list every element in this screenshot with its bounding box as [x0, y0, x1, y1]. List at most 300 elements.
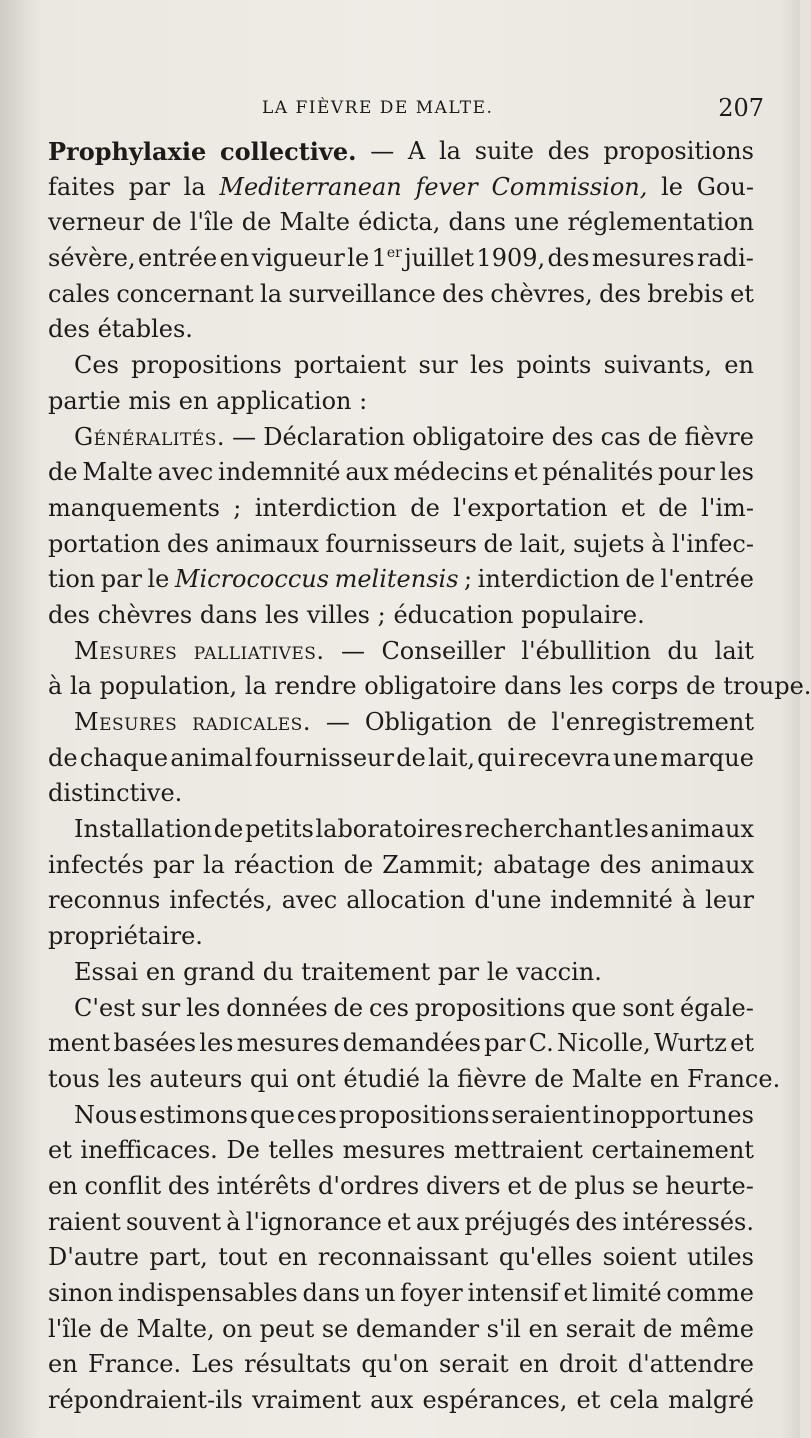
word: Les [191, 1350, 234, 1379]
word: des [167, 1171, 210, 1200]
word: allocation [346, 886, 466, 915]
word: Obligation [364, 708, 493, 736]
text-line [48, 1276, 754, 1312]
text-line [48, 312, 754, 348]
word: en [724, 351, 754, 380]
text-line [48, 669, 811, 705]
word: la [69, 672, 92, 701]
word: s'il [486, 1314, 521, 1343]
word: de [343, 850, 374, 879]
word: qu'elles [498, 1243, 593, 1272]
word: sont [622, 993, 675, 1022]
word: par [484, 1029, 526, 1058]
word: mis [128, 386, 172, 415]
word: le [661, 172, 683, 201]
text-line [48, 1026, 754, 1062]
word: Gou- [696, 172, 754, 201]
word: peut [259, 1314, 315, 1343]
text-line [48, 241, 754, 277]
text-line [48, 705, 754, 741]
text-body [48, 134, 811, 1419]
word: de [483, 529, 514, 558]
word: médecins [393, 458, 509, 487]
word: C. [528, 1029, 554, 1058]
word: limité [592, 1279, 662, 1307]
word: foyer [400, 1279, 463, 1307]
word: de [642, 1314, 673, 1343]
word: en [277, 1243, 308, 1272]
word: et [730, 279, 754, 308]
word: recevra [518, 743, 611, 772]
word: par [437, 957, 480, 986]
word: dans [504, 672, 562, 701]
word: par [100, 565, 142, 594]
word: De [226, 1136, 260, 1165]
word: par [128, 172, 170, 201]
word: infectés [48, 850, 144, 879]
word: collective. [219, 137, 357, 166]
word: certainement [591, 1136, 754, 1165]
word: Déclaration [263, 422, 406, 451]
word: sévère, [48, 244, 136, 273]
word: fièvre [457, 1064, 527, 1093]
word: suivants, [603, 351, 712, 380]
word: Commission, [491, 172, 648, 201]
word: les [186, 993, 221, 1022]
word: reconnus [48, 886, 161, 915]
word: Généralités. [74, 422, 225, 451]
word: cales [48, 279, 110, 308]
word: Installation [74, 815, 213, 844]
word: mesures [342, 1136, 446, 1165]
word: en [178, 386, 209, 415]
word: mesures [591, 244, 695, 273]
word: brebis [647, 279, 724, 308]
word: entrée [138, 244, 218, 273]
word: cas [600, 422, 641, 451]
word: égale- [680, 993, 754, 1022]
word: Nous [74, 1100, 138, 1129]
word: résultats [244, 1350, 352, 1379]
word: 1909, [476, 244, 546, 273]
word: et [730, 1029, 754, 1058]
word: droit [558, 1350, 618, 1379]
word: les [199, 1029, 234, 1058]
word: comme [666, 1279, 754, 1307]
word: l'île [48, 1314, 92, 1343]
word: propositions [414, 993, 566, 1022]
word: portaient [294, 351, 407, 380]
word: et [620, 493, 645, 522]
word: la [438, 137, 461, 165]
word: les [569, 672, 604, 701]
word: à [681, 886, 697, 915]
word: de [625, 565, 655, 594]
word: ; [464, 565, 473, 594]
word: l'infec- [671, 529, 754, 558]
word: obligatoire [412, 422, 545, 451]
word: Prophylaxie [48, 137, 207, 166]
word: d'attendre [627, 1350, 754, 1379]
word: mettraient [453, 1136, 583, 1165]
word: Essai [74, 957, 139, 986]
text-line [48, 277, 754, 313]
word: traitement [301, 957, 431, 986]
word: melitensis [334, 565, 459, 594]
word: vaccin. [516, 957, 602, 986]
word: les [107, 1064, 142, 1093]
word: des [599, 850, 642, 879]
word: populaire. [521, 600, 645, 629]
word: préjugés [464, 1207, 571, 1236]
word: réaction [233, 850, 335, 879]
word: l'ébullition [521, 636, 651, 665]
word: demander [355, 1314, 480, 1343]
word: qui [249, 1064, 289, 1093]
word: sur [418, 351, 458, 380]
word: sinon [48, 1279, 114, 1307]
word: en [48, 1350, 78, 1379]
text-line [48, 134, 754, 170]
word: et [386, 1207, 411, 1236]
word: et [563, 1279, 588, 1307]
word: les [614, 815, 649, 844]
text-line [48, 1098, 754, 1134]
word: propriétaire. [48, 922, 203, 951]
text-line [48, 455, 754, 491]
word: se [632, 1171, 659, 1200]
word: que [571, 993, 617, 1022]
para-estimons [48, 1098, 754, 1419]
word: pénalités [542, 458, 654, 487]
word: ment [48, 1029, 111, 1058]
word: que [249, 1100, 295, 1129]
word: en [649, 1064, 680, 1093]
word: faites [48, 172, 116, 201]
word: sur [141, 993, 181, 1022]
word: en [528, 1314, 559, 1343]
text-line [48, 848, 754, 884]
word: Conseiller [381, 636, 505, 665]
word: divers [426, 1171, 501, 1200]
word: données [226, 993, 328, 1022]
running-head: LA FIÈVRE DE MALTE. [262, 98, 494, 118]
word: manquements [48, 493, 220, 522]
page-number: 207 [718, 94, 764, 122]
text-line [48, 1133, 754, 1169]
word: lait, [428, 743, 476, 772]
word: vraiment [251, 1386, 362, 1415]
word: animaux [215, 529, 319, 558]
word: ces [368, 993, 409, 1022]
word: de [538, 1171, 568, 1200]
word: serait [565, 1314, 636, 1343]
word: le [147, 565, 170, 594]
word: distinctive. [48, 779, 183, 808]
word: corps [611, 672, 679, 701]
word: tion [48, 565, 96, 594]
word: et [507, 1171, 532, 1200]
word: portation [48, 529, 161, 558]
word: ; [377, 600, 386, 629]
word: des [599, 279, 641, 308]
word: qui [477, 743, 516, 772]
word: propositions [603, 137, 754, 165]
word: la [244, 672, 267, 701]
word: laboratoires [315, 815, 463, 844]
word: estimons [139, 1100, 248, 1129]
word: en [145, 957, 176, 986]
word: inefficaces. [80, 1136, 218, 1165]
word: l'enregistrement [551, 708, 754, 736]
word: de [410, 493, 440, 522]
word: indemnité [550, 886, 673, 915]
word: les [265, 600, 300, 629]
text-line [48, 1169, 754, 1205]
word: leur [705, 886, 754, 915]
word: des [48, 600, 90, 629]
word: animal [170, 743, 253, 772]
word: suite [474, 137, 534, 165]
word: une [612, 743, 659, 772]
word: — [341, 636, 365, 665]
word: des [547, 244, 590, 273]
text-line [48, 598, 754, 634]
word: dans [199, 600, 258, 629]
word: abatage [493, 850, 591, 879]
text-line [48, 348, 754, 384]
word: chèvres, [490, 279, 593, 308]
word: surveillance [288, 279, 436, 308]
word: villes [306, 600, 370, 629]
word: rendre [274, 672, 357, 701]
text-line [48, 1205, 754, 1241]
para-propositions [48, 348, 754, 419]
word: Ces [74, 351, 119, 380]
word: dans [302, 1279, 360, 1307]
word: application [216, 386, 352, 415]
text-line [48, 1062, 781, 1098]
para-prophylaxie [48, 134, 754, 348]
text-line [48, 741, 754, 777]
word: étables. [97, 315, 193, 344]
word: avec [281, 886, 338, 915]
text-line [48, 1312, 754, 1348]
word: de [658, 493, 688, 522]
word: cela [609, 1386, 660, 1415]
word: qu'on [361, 1350, 429, 1379]
word: Mediterranean [219, 172, 402, 201]
word: et [48, 1136, 72, 1165]
word: Zammit; [382, 850, 485, 879]
word: des [551, 422, 594, 451]
word: propositions [131, 351, 282, 380]
word: les [719, 458, 754, 487]
word: la [183, 172, 206, 201]
word: fournisseur [254, 743, 394, 772]
word: propositions [338, 1100, 490, 1129]
word: l'im- [701, 493, 754, 522]
text-line [48, 205, 754, 241]
word: l'île [189, 208, 234, 237]
word: le [347, 244, 370, 273]
word: éducation [393, 600, 514, 629]
word: d'une [474, 886, 542, 915]
text-line [48, 384, 754, 420]
word: Malte, [136, 1314, 215, 1343]
word: soient [602, 1243, 677, 1272]
word: animaux [650, 850, 754, 879]
word: France. [87, 1350, 182, 1379]
word: recherchant [464, 815, 613, 844]
word: serait [439, 1350, 509, 1379]
word: Malte [571, 1064, 643, 1093]
word: des [167, 529, 209, 558]
word: auteurs [149, 1064, 243, 1093]
word: l'exportation [453, 493, 608, 522]
word: fièvre [684, 422, 754, 451]
text-line [48, 1383, 754, 1419]
word: par [152, 850, 194, 879]
text-line [48, 634, 754, 670]
word: ont [296, 1064, 336, 1093]
word: des [547, 137, 590, 165]
word: de [48, 743, 78, 772]
word: partie [48, 386, 121, 415]
text-line [48, 491, 754, 527]
para-donnees [48, 991, 781, 1098]
word: — [370, 137, 395, 165]
word: France. [687, 1064, 781, 1093]
word: espérances, [422, 1386, 568, 1415]
word: se [321, 1314, 349, 1343]
word: fournisseurs [325, 529, 477, 558]
word: fever [415, 172, 478, 201]
word: grand [183, 957, 256, 986]
word: Mesures [74, 636, 178, 665]
word: Nicolle, [556, 1029, 651, 1058]
word: la [260, 279, 282, 308]
word: vigueur [251, 244, 345, 273]
text-line [48, 883, 754, 919]
word: inopportunes [592, 1100, 754, 1129]
word: une [514, 208, 560, 237]
word: édicta, [358, 208, 441, 237]
word: plus [574, 1171, 626, 1200]
word: intérêts [216, 1171, 312, 1200]
word: intéressés. [622, 1207, 754, 1236]
word: heurte- [665, 1171, 754, 1200]
word: ces [296, 1100, 337, 1129]
text-line [48, 919, 754, 955]
word: à [226, 1207, 241, 1236]
word: Malte [279, 208, 350, 237]
word: en [518, 1350, 549, 1379]
word: 1er [371, 244, 402, 273]
word: aux [370, 1386, 414, 1415]
word: palliatives. [193, 636, 325, 665]
word: à [651, 529, 666, 558]
word: radicales. [192, 708, 311, 736]
word: l'entrée [660, 565, 754, 594]
word: de [507, 708, 537, 736]
word: raient [48, 1207, 121, 1236]
word: lait [714, 636, 754, 665]
word: aux [345, 458, 389, 487]
word: infectés, [169, 886, 273, 915]
word: la [202, 850, 225, 879]
text-line [48, 420, 754, 456]
word: chèvres [97, 600, 193, 629]
word: du [262, 957, 294, 986]
para-mesures-palliatives [48, 634, 811, 705]
page-header [48, 96, 764, 126]
word: interdiction [254, 493, 397, 522]
word: aux [416, 1207, 460, 1236]
word: radi- [696, 244, 754, 273]
word: concernant [116, 279, 254, 308]
para-mesures-radicales [48, 705, 754, 812]
word: des [442, 279, 485, 308]
word: indispensables [118, 1279, 298, 1307]
word: points [516, 351, 592, 380]
para-generalites [48, 420, 754, 634]
word: — [232, 422, 257, 451]
word: Malte [82, 458, 153, 487]
text-line [48, 170, 754, 206]
word: de [396, 743, 426, 772]
word: en [48, 1171, 78, 1200]
word: Mesures [74, 708, 178, 736]
word: conflit [84, 1171, 162, 1200]
word: sujets [573, 529, 645, 558]
word: basées [113, 1029, 197, 1058]
text-line [48, 1347, 754, 1383]
word: des [575, 1207, 618, 1236]
word: lait, [519, 529, 567, 558]
word: la [427, 1064, 450, 1093]
word: C'est [74, 993, 136, 1022]
word: D'autre [48, 1243, 139, 1272]
word: ; [233, 493, 242, 522]
word: un [364, 1279, 396, 1307]
word: à [48, 672, 63, 701]
word: pour [658, 458, 715, 487]
word: mesures [236, 1029, 340, 1058]
word: du [667, 636, 699, 665]
word: étudié [343, 1064, 420, 1093]
word: même [680, 1314, 754, 1343]
word: malgré [668, 1386, 754, 1415]
word: répondraient-ils [48, 1386, 243, 1415]
text-line [48, 562, 754, 598]
text-line [48, 812, 754, 848]
word: de [213, 815, 244, 844]
word: de [534, 1064, 564, 1093]
word: chaque [79, 743, 169, 772]
text-line [48, 1240, 754, 1276]
word: réglementation [567, 208, 754, 237]
text-line [48, 776, 754, 812]
word: verneur [48, 208, 144, 237]
para-essai [48, 955, 754, 991]
word: l'ignorance [245, 1207, 382, 1236]
word: animaux [650, 815, 754, 844]
word: on [222, 1314, 253, 1343]
word: petits [244, 815, 314, 844]
word: de [333, 993, 364, 1022]
word: reconnaissant [317, 1243, 489, 1272]
